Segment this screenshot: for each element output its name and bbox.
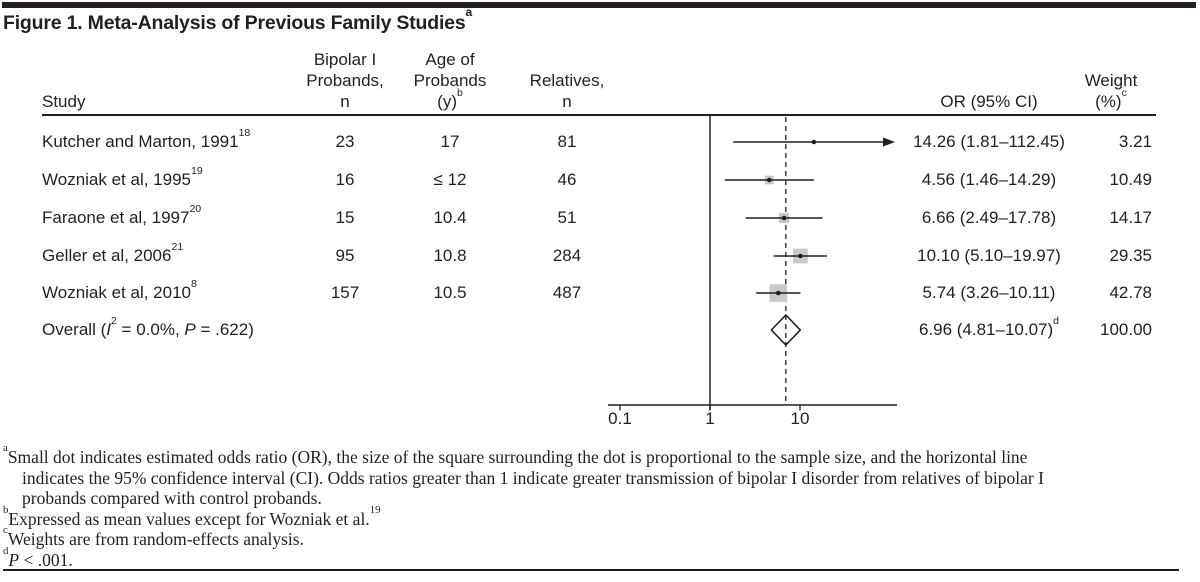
or-ci-value: 4.56 (1.46–14.29) bbox=[921, 170, 1057, 189]
footnote-a: $^a$Small dot indicates estimated odds ratio (OR), the size of the square surrounding the dot is proportional to the sample size, and the horizontal line indicates the 95% confidence interval (CI). Odds ratios greater than 1 indicate greater transmission of bipolar I disorder from relatives of bipolar I probands compared with control probands. bbox=[3, 442, 1044, 508]
age-value: 10.4 bbox=[433, 208, 467, 227]
weight-footnote-marker: c bbox=[1121, 86, 1127, 99]
table-row bbox=[0, 202, 1200, 229]
footnotes bbox=[3, 442, 1193, 570]
reference-marker: 8 bbox=[191, 277, 197, 290]
study-label: Geller et al, 2006$^{21}$ bbox=[42, 240, 184, 265]
study-label: Wozniak et al, 1995$^{19}$ bbox=[42, 164, 203, 189]
or-ci-value: 14.26 (1.81–112.45) bbox=[913, 132, 1065, 151]
overall-label: Overall ($I^2 = 0.0\%$, P = .622) bbox=[42, 314, 254, 339]
table-row-overall bbox=[0, 314, 1200, 341]
column-header-weight: Weight (%)$^c$ bbox=[1084, 71, 1138, 111]
or-ci-value: 10.10 (5.10–19.97) bbox=[917, 246, 1061, 265]
probands-n: 23 bbox=[335, 132, 355, 151]
relatives-n: 81 bbox=[557, 132, 577, 151]
column-header-age: Age of Probands $(y)^b$ bbox=[413, 50, 487, 111]
top-rule bbox=[2, 2, 1196, 8]
column-header-relatives: Relatives, n bbox=[529, 71, 605, 111]
footnote-d: $^d$P < .001. bbox=[3, 544, 73, 570]
reference-marker: 18 bbox=[238, 126, 251, 139]
table-row bbox=[0, 126, 1200, 153]
reference-marker: 20 bbox=[189, 202, 202, 215]
footnote-b: $^b$Expressed as mean values except for Wozniak et al.$^{19}$ bbox=[3, 503, 381, 529]
study-label: Faraone et al, 1997$^{20}$ bbox=[42, 202, 202, 227]
table-row bbox=[0, 240, 1200, 267]
age-footnote-marker: b bbox=[456, 86, 463, 99]
weight-value: 14.17 bbox=[1109, 208, 1152, 227]
or-ci-value: 6.66 (2.49–17.78) bbox=[921, 208, 1057, 227]
probands-n: 15 bbox=[335, 208, 355, 227]
x-tick-label: 0.1 bbox=[608, 409, 632, 428]
column-header-study: Study bbox=[42, 92, 86, 111]
relatives-n: 284 bbox=[552, 246, 582, 265]
probands-n: 157 bbox=[330, 283, 360, 302]
reference-marker: 19 bbox=[369, 503, 381, 516]
weight-value: 3.21 bbox=[1118, 132, 1152, 151]
header-rule bbox=[42, 114, 1156, 116]
column-header-bipolar-probands: Bipolar I Probands, n bbox=[306, 50, 384, 111]
relatives-n: 487 bbox=[552, 283, 582, 302]
overall-footnote-marker: d bbox=[1053, 314, 1060, 327]
relatives-n: 46 bbox=[557, 170, 577, 189]
weight-value: 29.35 bbox=[1109, 246, 1152, 265]
relatives-n: 51 bbox=[557, 208, 577, 227]
x-tick-label: 1 bbox=[705, 409, 715, 428]
figure-title bbox=[3, 5, 472, 35]
probands-n: 95 bbox=[335, 246, 355, 265]
table-row bbox=[0, 164, 1200, 191]
reference-marker: 21 bbox=[171, 240, 184, 253]
study-label: Wozniak et al, 2010$^8$ bbox=[42, 277, 197, 302]
overall-weight-value: 100.00 bbox=[1100, 320, 1152, 339]
weight-value: 10.49 bbox=[1109, 170, 1152, 189]
probands-n: 16 bbox=[335, 170, 355, 189]
footnote-c: $^c$Weights are from random-effects analysis. bbox=[3, 524, 304, 549]
age-value: ≤ 12 bbox=[433, 170, 467, 189]
reference-marker: 19 bbox=[191, 164, 203, 177]
bottom-rule bbox=[3, 569, 1179, 571]
age-value: 17 bbox=[440, 132, 460, 151]
study-label: Kutcher and Marton, 1991$^{18}$ bbox=[42, 126, 251, 151]
table-row bbox=[0, 277, 1200, 304]
weight-value: 42.78 bbox=[1109, 283, 1152, 302]
figure-title-text: Figure 1. Meta-Analysis of Previous Family Studies bbox=[3, 12, 466, 34]
age-value: 10.8 bbox=[433, 246, 467, 265]
figure-title-footnote-marker: a bbox=[465, 5, 472, 20]
or-ci-value: 5.74 (3.26–10.11) bbox=[922, 283, 1056, 302]
age-value: 10.5 bbox=[433, 283, 467, 302]
column-header-or: OR (95% CI) bbox=[940, 92, 1038, 111]
x-tick-label: 10 bbox=[790, 409, 810, 428]
overall-or-ci-value: 6.96 $(4.81-10.07)^d$ bbox=[918, 314, 1060, 339]
